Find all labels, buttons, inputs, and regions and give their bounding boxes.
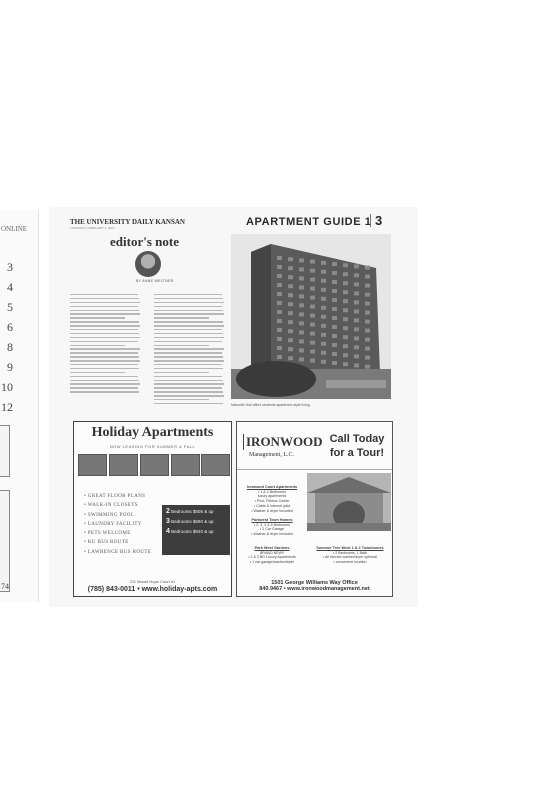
building-window xyxy=(299,276,304,280)
page-number-item: 5 xyxy=(7,300,13,314)
building-window xyxy=(310,296,315,300)
building-window xyxy=(354,336,359,340)
author-photo xyxy=(135,251,161,277)
ad-divider xyxy=(237,469,392,470)
building-window xyxy=(354,273,359,277)
building-window xyxy=(365,365,370,369)
building-window xyxy=(332,343,337,347)
building-window xyxy=(288,356,293,360)
building-window xyxy=(332,289,337,293)
page-number-item: 3 xyxy=(7,260,13,274)
building-window xyxy=(277,292,282,296)
building-window xyxy=(321,288,326,292)
building-window xyxy=(310,260,315,264)
building-window xyxy=(277,328,282,332)
building-window xyxy=(365,284,370,288)
property-listing: Summer Tree West 1 & 2 Townhomes • 2 Bedrooms, 1 Bath • All electric washer/dryer optional • convenient location xyxy=(316,546,384,565)
text-line xyxy=(154,310,223,311)
text-line xyxy=(154,380,223,381)
building-window xyxy=(343,281,348,285)
building-window xyxy=(310,341,315,345)
building-window xyxy=(365,356,370,360)
holiday-apartments-ad xyxy=(73,421,232,597)
building-window xyxy=(277,256,282,260)
building-window xyxy=(365,320,370,324)
building-window xyxy=(299,357,304,361)
byline: BY ANNE WELTNER xyxy=(136,279,174,283)
text-line xyxy=(154,376,222,377)
building-window xyxy=(288,257,293,261)
building-window xyxy=(277,355,282,359)
text-line xyxy=(154,383,224,384)
building-window xyxy=(277,319,282,323)
feature-item: • LAWRENCE BUS ROUTE xyxy=(84,549,152,555)
text-line xyxy=(154,306,222,307)
building-window xyxy=(299,339,304,343)
building-window xyxy=(332,307,337,311)
text-line xyxy=(70,302,140,303)
property-photo xyxy=(307,473,391,531)
building-window xyxy=(321,333,326,337)
text-line xyxy=(154,356,223,357)
building-window xyxy=(310,323,315,327)
building-window xyxy=(343,362,348,366)
building-window xyxy=(310,287,315,291)
text-line xyxy=(154,387,222,388)
building-window xyxy=(321,306,326,310)
building-window xyxy=(321,351,326,355)
text-line xyxy=(154,360,224,361)
building-window xyxy=(288,266,293,270)
building-window xyxy=(365,275,370,279)
building-window xyxy=(354,363,359,367)
page-number-item: 4 xyxy=(7,280,13,294)
price-item: 3 Bedrooms $690 & up xyxy=(166,518,214,525)
building-window xyxy=(277,346,282,350)
building-window xyxy=(310,314,315,318)
ironwood-logo: IRONWOOD xyxy=(243,434,323,450)
building-window xyxy=(332,280,337,284)
building-window xyxy=(277,337,282,341)
text-line xyxy=(154,294,222,295)
building-window xyxy=(332,325,337,329)
page-number: 3 xyxy=(370,214,382,227)
holiday-ad-subtitle: NOW LEASING FOR SUMMER & FALL xyxy=(109,444,196,449)
building-window xyxy=(277,283,282,287)
building-window xyxy=(343,299,348,303)
text-line xyxy=(70,372,125,373)
building-window xyxy=(343,272,348,276)
building-window xyxy=(354,327,359,331)
building-window xyxy=(365,293,370,297)
building-window xyxy=(321,315,326,319)
building-window xyxy=(365,266,370,270)
price-item: 2 Bedrooms $505 & up xyxy=(166,508,214,515)
building-window xyxy=(299,267,304,271)
text-line xyxy=(70,364,138,365)
building-window xyxy=(332,352,337,356)
building-window xyxy=(343,353,348,357)
building-window xyxy=(321,270,326,274)
ironwood-logo-subtitle: Management, L.C. xyxy=(249,452,294,458)
text-line xyxy=(154,352,222,353)
building-window xyxy=(343,344,348,348)
building-window xyxy=(332,361,337,365)
building-window xyxy=(277,274,282,278)
previous-page-footer-text: 74 xyxy=(1,582,9,591)
photo-caption: Naismith Hall offers students apartment-style living. xyxy=(231,403,311,407)
building-window xyxy=(321,297,326,301)
building-window xyxy=(299,321,304,325)
building-window xyxy=(321,261,326,265)
holiday-ad-address: 211 Mount Hope Court #1 xyxy=(129,579,176,584)
masthead: THE UNIVERSITY DAILY KANSAN xyxy=(70,218,185,226)
building-window xyxy=(365,347,370,351)
building-window xyxy=(288,302,293,306)
feature-item: • LAUNDRY FACILITY xyxy=(84,521,142,527)
building-window xyxy=(288,329,293,333)
text-line xyxy=(70,380,139,381)
apartment-thumbnail xyxy=(140,454,169,476)
text-line xyxy=(70,387,138,388)
building-window xyxy=(354,318,359,322)
text-line xyxy=(154,364,222,365)
apartment-thumbnail xyxy=(171,454,200,476)
text-line xyxy=(154,298,223,299)
building-window xyxy=(277,310,282,314)
building-window xyxy=(332,334,337,338)
page-number-item: 10 xyxy=(1,380,13,394)
building-window xyxy=(354,354,359,358)
building-window xyxy=(288,311,293,315)
building-window xyxy=(321,342,326,346)
text-line xyxy=(154,317,209,318)
feature-item: • GREAT FLOOR PLANS xyxy=(84,494,146,499)
text-line xyxy=(70,294,138,295)
building-window xyxy=(288,347,293,351)
building-window xyxy=(343,308,348,312)
building-window xyxy=(277,265,282,269)
building-window xyxy=(354,291,359,295)
building-window xyxy=(299,312,304,316)
property-listing: Parkwest Town Homes • 2, 3, 4 & 5 Bedrooms • 2 Car Garage • Washer & dryer included xyxy=(251,518,293,537)
text-line xyxy=(70,376,138,377)
property-listing: Park West Gardens BRAND NEW!! • 1 & 2 BD Luxury Apartments • 1 car garage/washer/dryer xyxy=(248,546,296,565)
building-photo xyxy=(231,234,391,399)
text-line xyxy=(70,313,140,314)
ironwood-contact: 1501 George Williams Way Office 840.9467 • www.ironwoodmanagement.net xyxy=(259,580,370,592)
building-window xyxy=(343,326,348,330)
building-window xyxy=(288,284,293,288)
building-window xyxy=(365,302,370,306)
text-line xyxy=(70,321,139,322)
text-line xyxy=(70,348,140,349)
ironwood-management-ad xyxy=(236,421,393,597)
text-line xyxy=(70,360,140,361)
text-line xyxy=(154,333,223,334)
page-number-item: 6 xyxy=(7,320,13,334)
text-line xyxy=(154,403,223,404)
building-window xyxy=(343,263,348,267)
editors-note-title: editor's note xyxy=(110,234,179,249)
text-line xyxy=(154,321,223,322)
building-window xyxy=(310,359,315,363)
building-window xyxy=(288,320,293,324)
text-line xyxy=(154,313,224,314)
building-window xyxy=(310,305,315,309)
building-window xyxy=(321,360,326,364)
text-line xyxy=(154,345,209,346)
building-window xyxy=(299,258,304,262)
text-line xyxy=(70,345,125,346)
building-window xyxy=(310,278,315,282)
building-window xyxy=(365,329,370,333)
previous-page-sliver xyxy=(0,210,39,602)
building-window xyxy=(310,269,315,273)
building-window xyxy=(321,279,326,283)
text-line xyxy=(70,333,139,334)
text-line xyxy=(154,348,224,349)
text-line xyxy=(154,395,224,396)
article-column xyxy=(70,294,142,395)
price-box xyxy=(162,505,230,555)
building-window xyxy=(321,324,326,328)
text-line xyxy=(70,337,140,338)
building-window xyxy=(332,271,337,275)
property-listing: Ironwood Court Apartments • 1 & 2 Bedrooms luxury apartments • Pool, Fitness Center • Cable & Internet paid • Washer & dryer included xyxy=(246,485,298,513)
building-window xyxy=(299,330,304,334)
section-title: APARTMENT GUIDE 1 xyxy=(246,216,372,228)
building-window xyxy=(354,345,359,349)
text-line xyxy=(70,341,138,342)
feature-item: • KU BUS ROUTE xyxy=(84,540,129,546)
previous-page-ad-box xyxy=(0,425,10,477)
text-line xyxy=(70,298,139,299)
building-window xyxy=(354,264,359,268)
text-line xyxy=(154,341,222,342)
newspaper-page xyxy=(50,208,417,606)
page-number-item: 12 xyxy=(1,400,13,414)
building-window xyxy=(332,298,337,302)
article-column xyxy=(154,294,226,407)
text-line xyxy=(70,325,140,326)
text-line xyxy=(154,399,209,400)
text-line xyxy=(154,329,222,330)
building-window xyxy=(310,350,315,354)
holiday-ad-phone: (785) 843-0011 • www.holiday-apts.com xyxy=(87,586,218,593)
feature-item: • SWIMMING POOL xyxy=(84,512,135,518)
text-line xyxy=(70,356,139,357)
building-window xyxy=(332,262,337,266)
previous-page-header: ONLINE xyxy=(1,225,28,233)
building-window xyxy=(332,316,337,320)
building-window xyxy=(299,285,304,289)
building-window xyxy=(277,301,282,305)
building-window xyxy=(343,317,348,321)
building-window xyxy=(343,335,348,339)
page-number-item: 8 xyxy=(7,340,13,354)
text-line xyxy=(154,302,224,303)
text-line xyxy=(70,383,140,384)
text-line xyxy=(70,306,138,307)
text-line xyxy=(70,368,139,369)
holiday-ad-title: Holiday Apartments xyxy=(91,425,214,440)
price-item: 4 Bedrooms $840 & up xyxy=(166,528,214,535)
apartment-thumbnail xyxy=(109,454,138,476)
building-window xyxy=(354,309,359,313)
text-line xyxy=(154,368,223,369)
building-window xyxy=(365,311,370,315)
masthead-date: THURSDAY, FEBRUARY 1, 2007 xyxy=(70,226,115,230)
building-window xyxy=(288,293,293,297)
text-line xyxy=(70,310,139,311)
text-line xyxy=(154,391,223,392)
building-window xyxy=(299,348,304,352)
building-window xyxy=(310,332,315,336)
building-window xyxy=(354,282,359,286)
text-line xyxy=(70,317,125,318)
text-line xyxy=(70,329,138,330)
text-line xyxy=(154,325,224,326)
building-window xyxy=(365,338,370,342)
text-line xyxy=(154,372,209,373)
building-window xyxy=(288,338,293,342)
building-window xyxy=(288,275,293,279)
previous-page-ad-box xyxy=(0,490,10,592)
text-line xyxy=(70,391,139,392)
apartment-thumbnail xyxy=(201,454,230,476)
feature-item: • WALK-IN CLOSETS xyxy=(84,503,139,509)
building-window xyxy=(343,290,348,294)
feature-list xyxy=(84,494,151,559)
building-window xyxy=(354,300,359,304)
text-line xyxy=(154,337,224,338)
building-window xyxy=(299,294,304,298)
feature-item: • PETS WELCOME xyxy=(84,531,131,537)
building-window xyxy=(299,303,304,307)
apartment-thumbnail xyxy=(78,454,107,476)
text-line xyxy=(70,352,138,353)
call-to-action: Call Today for a Tour! xyxy=(329,433,385,459)
page-number-item: 9 xyxy=(7,360,13,374)
